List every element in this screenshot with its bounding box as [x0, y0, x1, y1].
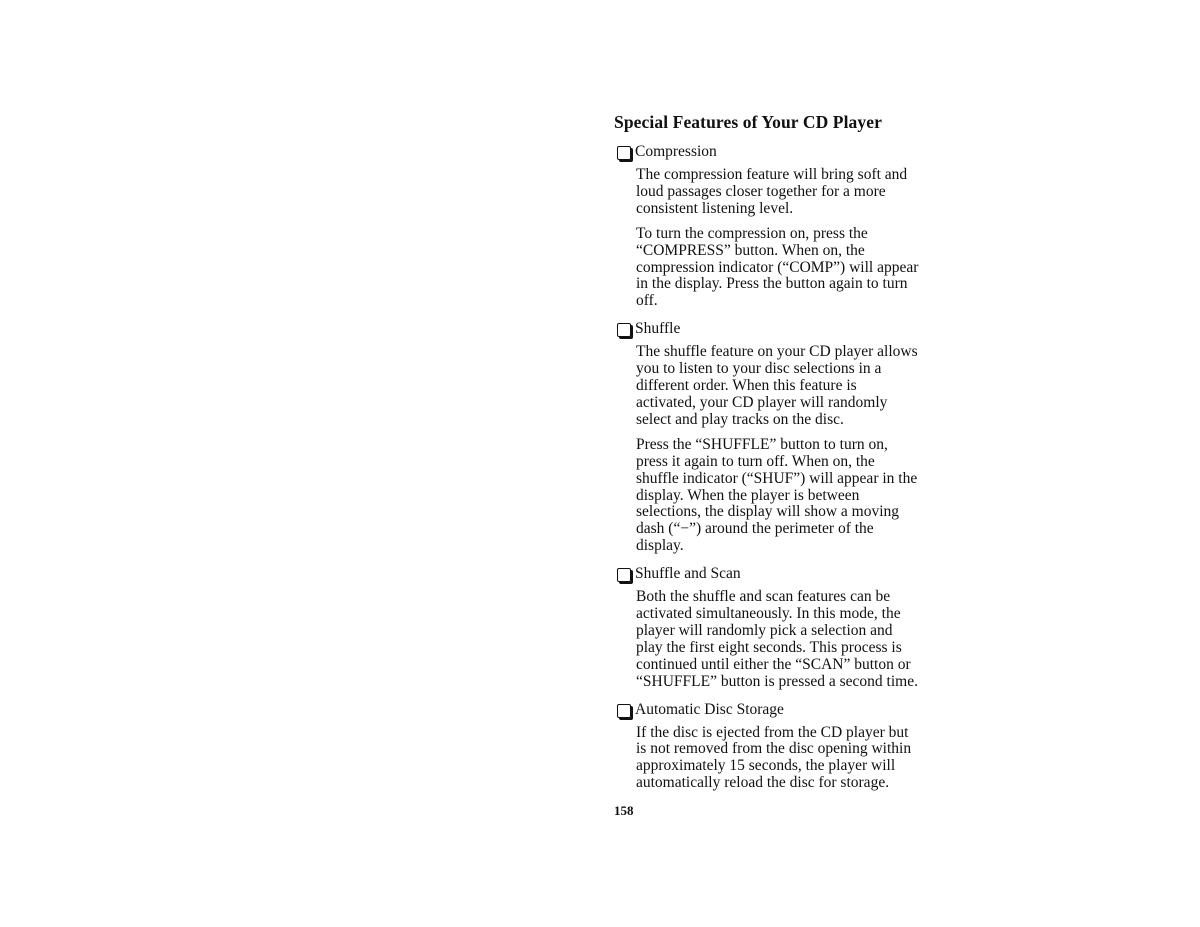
- checkbox-bullet-icon: [617, 568, 631, 582]
- paragraph: The compression feature will bring soft and loud passages closer together for a more consistent listening level.: [636, 166, 908, 217]
- manual-page-column: [614, 110, 964, 800]
- paragraph: Press the “SHUFFLE” button to turn on, press it again to turn off. When on, the shuffle indicator (“SHUF”) will appear in the display. When the player is between selections, the display will show a moving dash (“−”) around the perimeter of the display.: [636, 435, 918, 555]
- paragraph: To turn the compression on, press the “COMPRESS” button. When on, the compression indicator (“COMP”) will appear in the display. Press the button again to turn off.: [636, 224, 919, 310]
- section-heading-label: Shuffle: [635, 320, 681, 338]
- section-heading: [614, 141, 964, 163]
- section-shuffle-and-scan: [614, 563, 964, 690]
- checkbox-bullet-icon: [617, 146, 631, 160]
- section-automatic-disc-storage: [614, 699, 964, 793]
- page-number: 158: [614, 803, 634, 818]
- section-shuffle: [614, 318, 964, 555]
- checkbox-bullet-icon: [617, 323, 631, 337]
- paragraph: If the disc is ejected from the CD player but is not removed from the disc opening within approximately 15 seconds, the player will automatically reload the disc for storage.: [636, 723, 912, 792]
- section-compression: [614, 141, 964, 310]
- section-heading: [614, 318, 964, 340]
- section-heading: [614, 563, 964, 585]
- paragraph: Both the shuffle and scan features can be activated simultaneously. In this mode, the player will randomly pick a selection and play the first eight seconds. This process is continued until either the “SCAN” button or “SHUFFLE” button is pressed a second time.: [636, 588, 918, 690]
- section-heading-label: Compression: [635, 143, 717, 160]
- page-title: Special Features of Your CD Player: [614, 112, 882, 132]
- paragraph: The shuffle feature on your CD player allows you to listen to your disc selections in a different order. When this feature is activated, your CD player will randomly select and play tracks on the disc.: [636, 343, 918, 428]
- checkbox-bullet-icon: [617, 704, 631, 718]
- section-heading: [614, 699, 964, 721]
- section-heading-label: Shuffle and Scan: [635, 565, 741, 583]
- section-heading-label: Automatic Disc Storage: [635, 700, 784, 718]
